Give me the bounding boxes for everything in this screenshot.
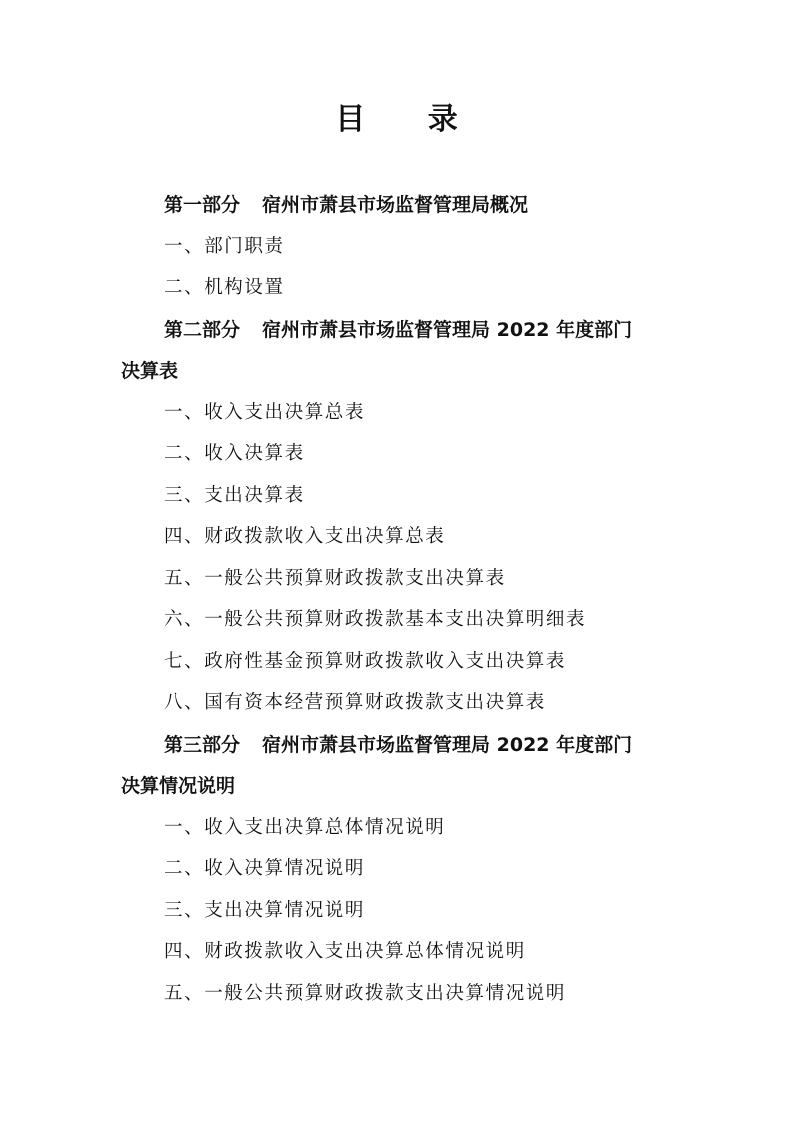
toc-part1-heading[interactable] xyxy=(164,192,528,218)
toc-part1-item-2[interactable]: 二、机构设置 xyxy=(164,277,285,298)
toc-part3-item-4[interactable]: 四、财政拨款收入支出决算总体情况说明 xyxy=(164,941,526,962)
toc-part3-heading[interactable] xyxy=(164,732,632,758)
toc-part2-label: 第二部分 xyxy=(164,319,241,341)
toc-part2-item-6[interactable]: 六、一般公共预算财政拨款基本支出决算明细表 xyxy=(164,609,587,630)
toc-part2-item-2[interactable]: 二、收入决算表 xyxy=(164,443,305,464)
toc-part3-item-3[interactable]: 三、支出决算情况说明 xyxy=(164,900,366,921)
toc-part2-item-3[interactable]: 三、支出决算表 xyxy=(164,485,305,506)
toc-part3-item-1[interactable]: 一、收入支出决算总体情况说明 xyxy=(164,817,446,838)
toc-part3-label: 第三部分 xyxy=(164,734,241,756)
toc-title: 目 录 xyxy=(335,102,484,137)
toc-part2-title-line2[interactable]: 决算表 xyxy=(121,360,179,382)
toc-part2-title-line1: 宿州市萧县市场监督管理局 2022 年度部门 xyxy=(262,319,633,341)
toc-part1-label: 第一部分 xyxy=(164,194,241,216)
toc-part3-title-line1: 宿州市萧县市场监督管理局 2022 年度部门 xyxy=(262,734,633,756)
toc-part2-item-7[interactable]: 七、政府性基金预算财政拨款收入支出决算表 xyxy=(164,651,567,672)
toc-part3-title-line2[interactable]: 决算情况说明 xyxy=(121,775,236,797)
toc-part2-item-1[interactable]: 一、收入支出决算总表 xyxy=(164,402,366,423)
toc-part2-item-8[interactable]: 八、国有资本经营预算财政拨款支出决算表 xyxy=(164,692,546,713)
toc-part2-heading[interactable] xyxy=(164,317,632,343)
toc-part3-item-5[interactable]: 五、一般公共预算财政拨款支出决算情况说明 xyxy=(164,983,567,1004)
toc-part1-item-1[interactable]: 一、部门职责 xyxy=(164,236,285,257)
toc-part3-item-2[interactable]: 二、收入决算情况说明 xyxy=(164,858,366,879)
toc-part2-item-5[interactable]: 五、一般公共预算财政拨款支出决算表 xyxy=(164,568,506,589)
toc-part2-item-4[interactable]: 四、财政拨款收入支出决算总表 xyxy=(164,526,446,547)
toc-part1-title: 宿州市萧县市场监督管理局概况 xyxy=(262,194,529,216)
